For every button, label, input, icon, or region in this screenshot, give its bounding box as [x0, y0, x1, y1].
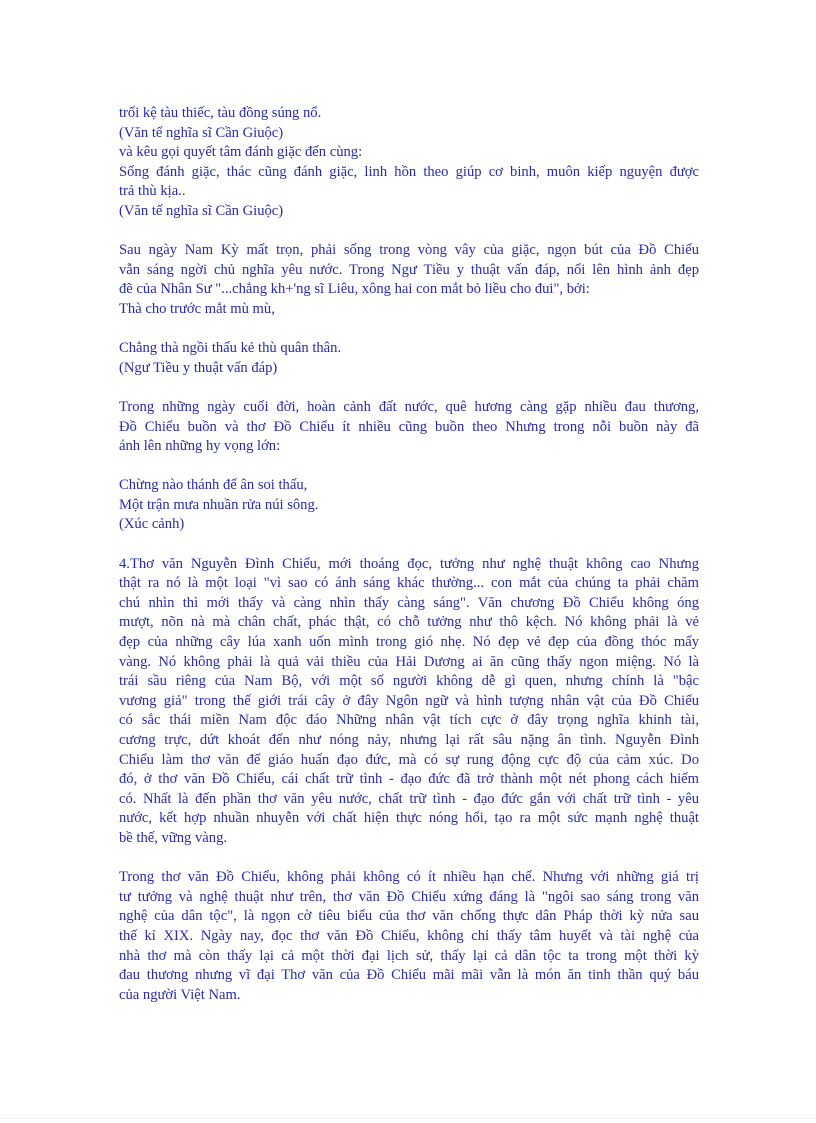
text-line: (Ngư Tiều y thuật vấn đáp) [119, 359, 278, 376]
page-bottom-divider [0, 1118, 816, 1119]
text-line: nhà thơ mà còn thấy lại cả một thời đại lịch sử, thấy lại cả dân tộc ta trong một thời kỳ [119, 947, 699, 964]
text-line: Chiểu làm thơ văn để giáo huấn đạo đức, mà có sự rung động cực độ của cảm xúc. Do [119, 751, 699, 768]
text-line: Thà cho trước mắt mù mù, [119, 300, 275, 317]
text-line: có sắc thái miền Nam độc đáo Những nhân vật tích cực ở đây trọng nghĩa khinh tài, [119, 712, 699, 729]
text-line: bề thế, vững vàng. [119, 829, 228, 846]
text-line: tư tưởng và nghệ thuật như trên, thơ văn Đồ Chiểu xứng đáng là "ngôi sao sáng trong văn [119, 888, 699, 905]
text-line: (Văn tế nghĩa sĩ Cần Giuộc) [119, 202, 284, 219]
text-line: có. Nhất là đến phần thơ văn yêu nước, chất trữ tình - đạo đức gắn với chất trữ tình - yêu [119, 790, 699, 807]
text-line: đó, ở thơ văn Đồ Chiểu, cái chất trữ tình - đạo đức đã trở thành một nét phong cách hiếm [119, 771, 699, 788]
text-line: 4.Thơ văn Nguyễn Đình Chiểu, mới thoáng đọc, tưởng như nghệ thuật không cao Nhưng [119, 555, 699, 572]
text-line: ánh lên những hy vọng lớn: [119, 438, 281, 455]
text-line: thật ra nó là một loại "vì sao có ánh sáng khác thường... con mắt của chúng ta phải chăm [119, 575, 699, 592]
text-line: Một trận mưa nhuần rửa núi sông. [119, 496, 319, 513]
text-line: Sau ngày Nam Kỳ mất trọn, phải sống trong vòng vây của giặc, ngọn bút của Đồ Chiểu [119, 242, 699, 259]
text-line: trả thù kịa.. [119, 183, 186, 200]
blank-line [119, 222, 699, 242]
blank-line [119, 457, 699, 477]
text-line: trối kệ tàu thiếc, tàu đồng súng nổ. [119, 105, 322, 121]
text-line: (Xúc cảnh) [119, 516, 185, 533]
text-line: đẽ của Nhân Sư "...chẳng kh+'ng sĩ Liêu, xông hai con mắt bỏ liều cho đui", bởi: [119, 281, 590, 298]
blank-line [119, 535, 699, 555]
text-line: Chẳng thà ngồi thấu kẻ thù quân thân. [119, 340, 342, 357]
text-line: đau thương nhưng vĩ đại Thơ văn của Đồ Chiểu mãi mãi vẫn là món ăn tinh thần quý báu [119, 967, 699, 984]
text-line: Chừng nào thánh đế ân soi thấu, [119, 477, 308, 494]
blank-line [119, 849, 699, 869]
blank-line [119, 378, 699, 398]
text-line: đẹp của những cây lúa xanh uốn mình trong gió nhẹ. Nó đẹp vẻ đẹp của đồng thóc mẩy [119, 634, 699, 651]
text-line: Trong thơ văn Đồ Chiểu, không phải không có ít nhiều hạn chế. Nhưng với những giá trị [119, 869, 699, 886]
text-line: vẫn sáng ngời chủ nghĩa yêu nước. Trong Ngư Tiều y thuật vấn đáp, nổi lên hình ảnh đẹp [119, 261, 699, 278]
text-line: (Văn tế nghĩa sĩ Cần Giuộc) [119, 124, 284, 141]
text-line: vàng. Nó không phải là quả vải thiều của Hải Dương ai ăn cũng thấy ngon miệng. Nó là [119, 653, 699, 670]
text-line: chú nhìn thì mới thấy và càng nhìn thấy càng sáng". Văn chương Đồ Chiểu không óng [119, 594, 699, 611]
text-line: thế kỉ XIX. Ngày nay, đọc thơ văn Đồ Chiểu, không chỉ thấy tâm huyết và tài nghệ của [119, 927, 699, 944]
text-line: mượt, nõn nà mà chân chất, phác thật, có chỗ tưởng như thô kệch. Nó không phải là vẻ [119, 614, 699, 631]
text-line: Sống đánh giặc, thác cũng đánh giặc, linh hồn theo giúp cơ binh, muôn kiếp nguyện được [119, 163, 699, 180]
text-line: nghệ của dân tộc", là ngọn cờ tiêu biểu của thơ văn chống thực dân Pháp thời kỳ nửa sau [119, 908, 699, 925]
document-body [119, 104, 699, 1005]
text-line: trái sầu riêng của Nam Bộ, với một số người không dễ gì quen, nhưng chính là "bậc [119, 673, 699, 690]
text-line: vương giả" trong thế giới trái cây ở đây Ngôn ngữ và hình tượng nhân vật của Đồ Chiểu [119, 692, 699, 709]
blank-line [119, 320, 699, 340]
text-line: và kêu gọi quyết tâm đánh giặc đến cùng: [119, 144, 363, 161]
text-line: cương trực, dứt khoát đến như nóng nảy, nhưng lại rất sâu nặng ân tình. Nguyễn Đình [119, 732, 699, 748]
text-line: Trong những ngày cuối đời, hoàn cảnh đất nước, quê hương càng gặp nhiều đau thương, [119, 398, 699, 415]
text-line: của người Việt Nam. [119, 986, 241, 1003]
text-line: Đồ Chiểu buồn và thơ Đồ Chiểu ít nhiều cũng buồn theo Nhưng trong nỗi buồn này đã [119, 418, 699, 435]
text-line: nước, kết hợp nhuần nhuyễn với chất hiện thực nóng hổi, tạo ra một sức mạnh nghệ thuật [119, 810, 699, 827]
